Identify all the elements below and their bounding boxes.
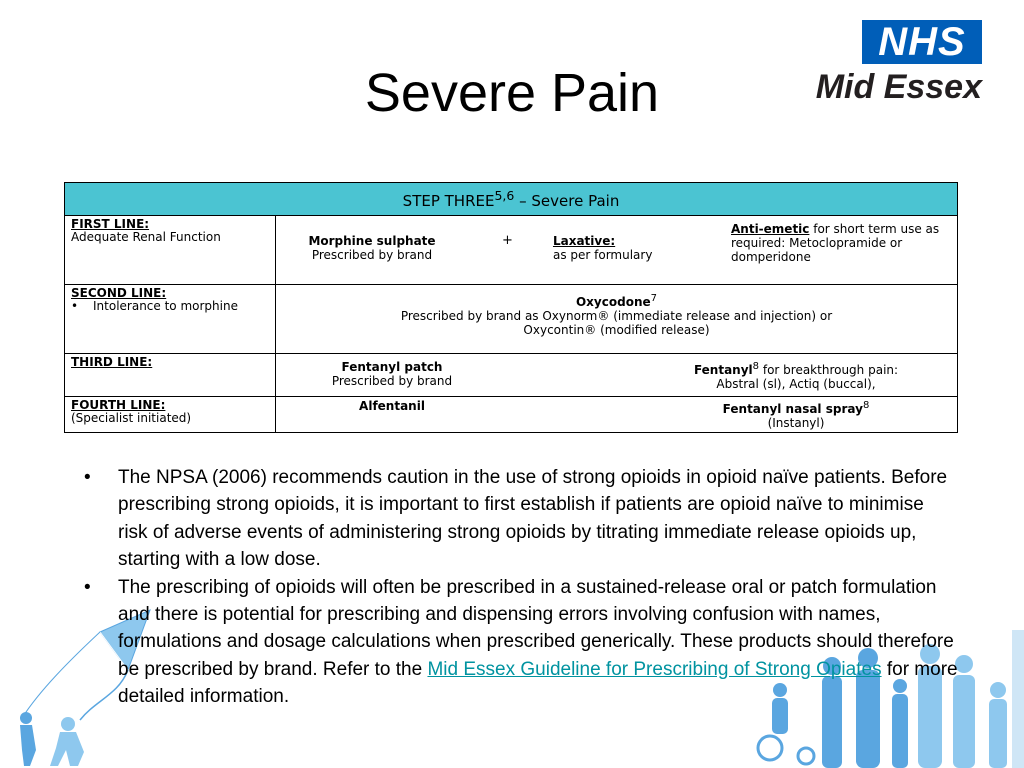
- table-header-text: STEP THREE: [402, 192, 495, 210]
- first-line-label: FIRST LINE:: [71, 217, 150, 231]
- third-line-drug-note: Prescribed by brand: [331, 374, 453, 388]
- bullet-icon: •: [71, 299, 79, 313]
- third-line-drug2-note: Abstral (sl), Actiq (buccal),: [716, 377, 876, 391]
- fourth-line-content-cell: [276, 397, 958, 433]
- antiemetic-note: for short term use as required: Metoclopramide or domperidone: [731, 222, 940, 264]
- fourth-line-label-cell: [65, 397, 276, 433]
- first-line-drug: Morphine sulphate: [308, 234, 436, 248]
- second-line-criteria: Intolerance to morphine: [93, 299, 238, 313]
- second-line-drug-ref: 7: [650, 293, 657, 304]
- fourth-line-drug2-note: (Instanyl): [767, 416, 825, 430]
- organisation-name: Mid Essex: [815, 68, 982, 106]
- first-line-drug-note: Prescribed by brand: [311, 248, 433, 262]
- guidance-bullet-list: [78, 464, 958, 711]
- table-row: [65, 216, 958, 285]
- third-line-label: THIRD LINE:: [71, 355, 153, 369]
- table-row: [65, 397, 958, 433]
- table-header-refs: 5,6: [494, 188, 515, 203]
- second-line-drug: Oxycodone: [575, 295, 651, 309]
- table-header-cell: [65, 183, 958, 216]
- list-item: [78, 574, 958, 711]
- table-header-suffix: – Severe Pain: [514, 192, 620, 210]
- third-line-label-cell: [65, 354, 276, 397]
- first-line-plus: +: [502, 233, 513, 248]
- first-line-content-cell: [276, 216, 958, 285]
- third-line-drug: Fentanyl patch: [341, 360, 443, 374]
- third-line-drug2-ref: 8: [752, 361, 760, 372]
- nhs-logo-box: NHS: [862, 20, 982, 64]
- fourth-line-drug2-ref: 8: [862, 400, 870, 411]
- laxative-label: Laxative:: [552, 234, 616, 248]
- strong-opiates-guideline-link[interactable]: Mid Essex Guideline for Prescribing of Strong Opiates: [427, 658, 882, 680]
- second-line-content-cell: [276, 285, 958, 354]
- second-line-drug-note: Prescribed by brand as Oxynorm® (immediate release and injection) or Oxycontin® (modified release): [400, 309, 833, 337]
- laxative-note: as per formulary: [552, 248, 653, 262]
- second-line-label-cell: [65, 285, 276, 354]
- third-line-drug2: Fentanyl: [693, 363, 753, 377]
- list-item: [78, 464, 958, 574]
- second-line-label: SECOND LINE:: [71, 286, 167, 300]
- slide-title: Severe Pain: [364, 63, 660, 123]
- prescribing-bullet-text-end: for more detailed information.: [118, 658, 958, 708]
- fourth-line-criteria: (Specialist initiated): [71, 411, 192, 425]
- table-row: [65, 285, 958, 354]
- table-row: [65, 354, 958, 397]
- fourth-line-drug: Alfentanil: [359, 399, 425, 413]
- fourth-line-label: FOURTH LINE:: [71, 398, 166, 412]
- table-header-row: [65, 183, 958, 216]
- npsa-bullet-text: The NPSA (2006) recommends caution in the use of strong opioids in opioid naïve patients. Before prescribing strong opioids, it is important to first establish if patients are opioid naïve to minimise risk of adverse events of administering strong opioids by titrating immediate release opioids up, starting with a low dose.: [118, 467, 948, 571]
- first-line-label-cell: [65, 216, 276, 285]
- third-line-drug2-suffix: for breakthrough pain:: [759, 363, 899, 377]
- third-line-content-cell: [276, 354, 958, 397]
- antiemetic-label: Anti-emetic: [731, 222, 810, 236]
- step-three-table: [64, 182, 958, 433]
- fourth-line-drug2: Fentanyl nasal spray: [722, 402, 863, 416]
- first-line-criteria: Adequate Renal Function: [71, 230, 221, 244]
- nhs-mid-essex-logo: [792, 20, 988, 106]
- prescribing-bullet-text: The prescribing of opioids will often be prescribed in a sustained-release oral or patch formulation and there is potential for prescribing and dispensing errors involving confusion with names, formulations and dosage calculations when prescribed generically. These products should therefore be prescribed by brand. Refer to the: [118, 576, 954, 680]
